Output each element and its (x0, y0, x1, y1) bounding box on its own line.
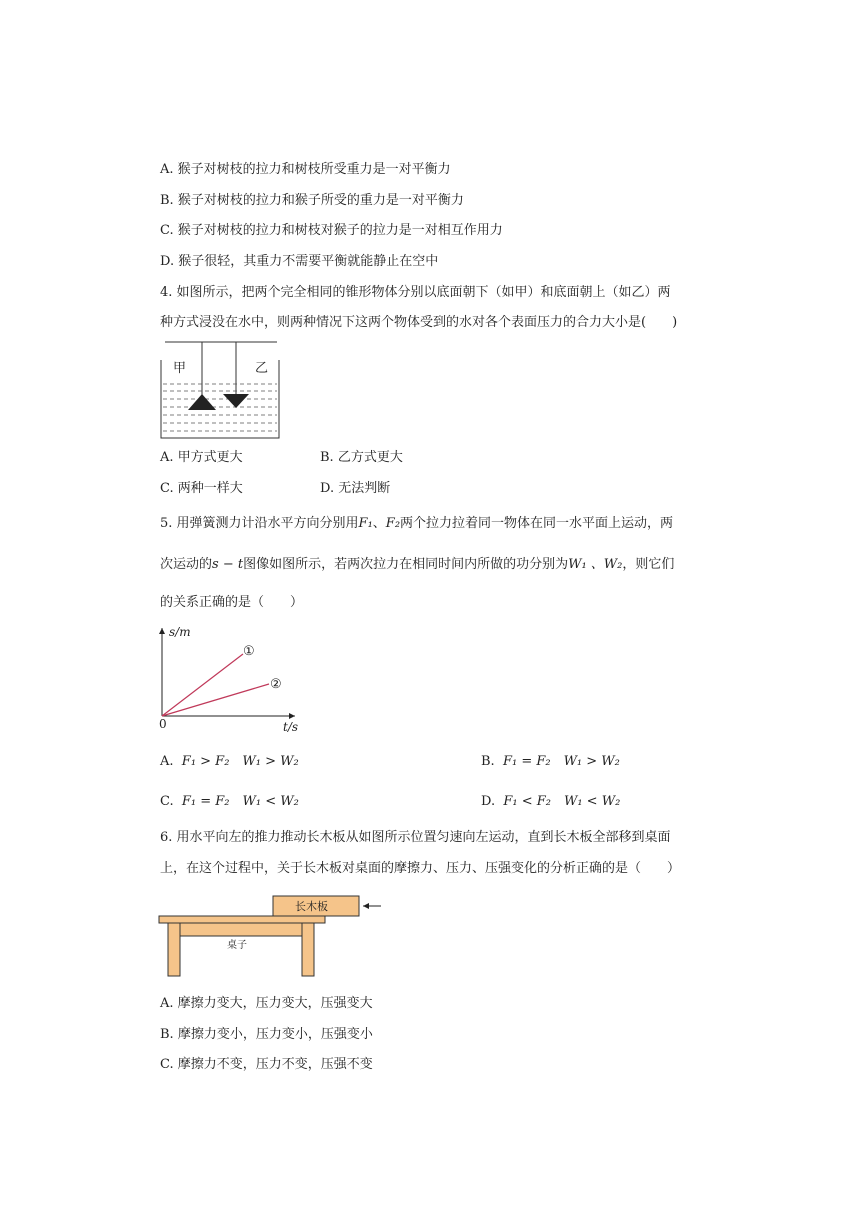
f2-symbol: F₂ (385, 516, 401, 531)
cone-base-down (188, 394, 216, 410)
q5-stem-text-e: ，则它们 (622, 557, 675, 572)
q4-stem-line2: 种方式浸没在水中，则两种情况下这两个物体受到的水对各个表面压力的合力大小是( ) (160, 315, 678, 330)
q6-option-c: C. 摩擦力不变，压力不变，压强不变 (160, 1057, 373, 1072)
option-expr: F₁ > F₂ W₁ > W₂ (181, 754, 299, 769)
table-top (159, 916, 325, 923)
origin-label: 0 (159, 717, 167, 731)
q5-stem-text-c: 次运动的 (160, 557, 213, 572)
x-axis-label: t/s (283, 720, 299, 734)
q4-figure (155, 336, 285, 442)
option-letter: D. (481, 794, 496, 809)
q5-option-d (481, 793, 620, 811)
q5-stem-line2 (160, 556, 674, 574)
f1-symbol: F₁ (358, 516, 373, 531)
line-2 (162, 684, 269, 716)
option-letter: B. (481, 754, 495, 769)
q3-option-a: A. 猴子对树枝的拉力和树枝所受重力是一对平衡力 (160, 162, 451, 177)
q5-stem-text-d: 图像如图所示，若两次拉力在相同时间内所做的功分别为 (243, 557, 569, 572)
q6-option-a: A. 摩擦力变大，压力变大，压强变大 (160, 996, 373, 1011)
table-leg-left (168, 923, 180, 976)
line-2-label: ② (270, 677, 282, 692)
q6-stem-line1: 6. 用水平向左的推力推动长木板从如图所示位置匀速向左运动，直到长木板全部移到桌面 (160, 830, 671, 845)
q3-option-b: B. 猴子对树枝的拉力和猴子所受的重力是一对平衡力 (160, 193, 464, 208)
table-apron (180, 923, 302, 936)
cone-base-up (223, 394, 249, 408)
q5-stem-line1 (160, 515, 673, 533)
q5-option-c (160, 793, 299, 811)
q6-option-b: B. 摩擦力变小，压力变小，压强变小 (160, 1027, 373, 1042)
q6-table-figure (155, 890, 385, 980)
q3-option-c: C. 猴子对树枝的拉力和树枝对猴子的拉力是一对相互作用力 (160, 223, 503, 238)
table-leg-right (302, 923, 314, 976)
option-expr: F₁ = F₂ W₁ > W₂ (502, 754, 620, 769)
q4-stem-line1: 4. 如图所示，把两个完全相同的锥形物体分别以底面朝下（如甲）和底面朝上（如乙）两 (160, 285, 671, 300)
water-surface (163, 384, 277, 431)
separator: 、 (372, 516, 386, 531)
q5-option-a (160, 753, 299, 771)
table-label: 桌子 (227, 940, 247, 951)
label-jia: 甲 (173, 361, 187, 376)
q3-option-d: D. 猴子很轻，其重力不需要平衡就能静止在空中 (160, 254, 439, 269)
s-t-symbol: s − t (212, 557, 244, 572)
line-1-label: ① (243, 644, 255, 659)
q4-option-a: A. 甲方式更大 (160, 450, 243, 465)
q5-option-b (481, 753, 620, 771)
option-letter: A. (160, 754, 174, 769)
q5-stem-text-a: 5. 用弹簧测力计沿水平方向分别用 (160, 516, 359, 531)
option-letter: C. (160, 794, 174, 809)
y-axis-label: s/m (169, 625, 191, 639)
option-expr: F₁ < F₂ W₁ < W₂ (503, 794, 621, 809)
board-label: 长木板 (295, 900, 328, 913)
option-expr: F₁ = F₂ W₁ < W₂ (181, 794, 299, 809)
line-1 (162, 654, 243, 716)
q4-option-b: B. 乙方式更大 (320, 450, 403, 465)
label-yi: 乙 (255, 361, 269, 376)
q6-stem-line2: 上，在这个过程中，关于长木板对桌面的摩擦力、压力、压强变化的分析正确的是（ ） (160, 861, 681, 876)
w-symbols: W₁ 、W₂ (568, 557, 623, 572)
q5-stem-line3: 的关系正确的是（ ） (160, 595, 304, 610)
q5-stem-text-b: 两个拉力拉着同一物体在同一水平面上运动，两 (400, 516, 674, 531)
q5-st-graph (155, 622, 305, 734)
q4-option-d: D. 无法判断 (320, 481, 391, 496)
q4-option-c: C. 两种一样大 (160, 481, 243, 496)
